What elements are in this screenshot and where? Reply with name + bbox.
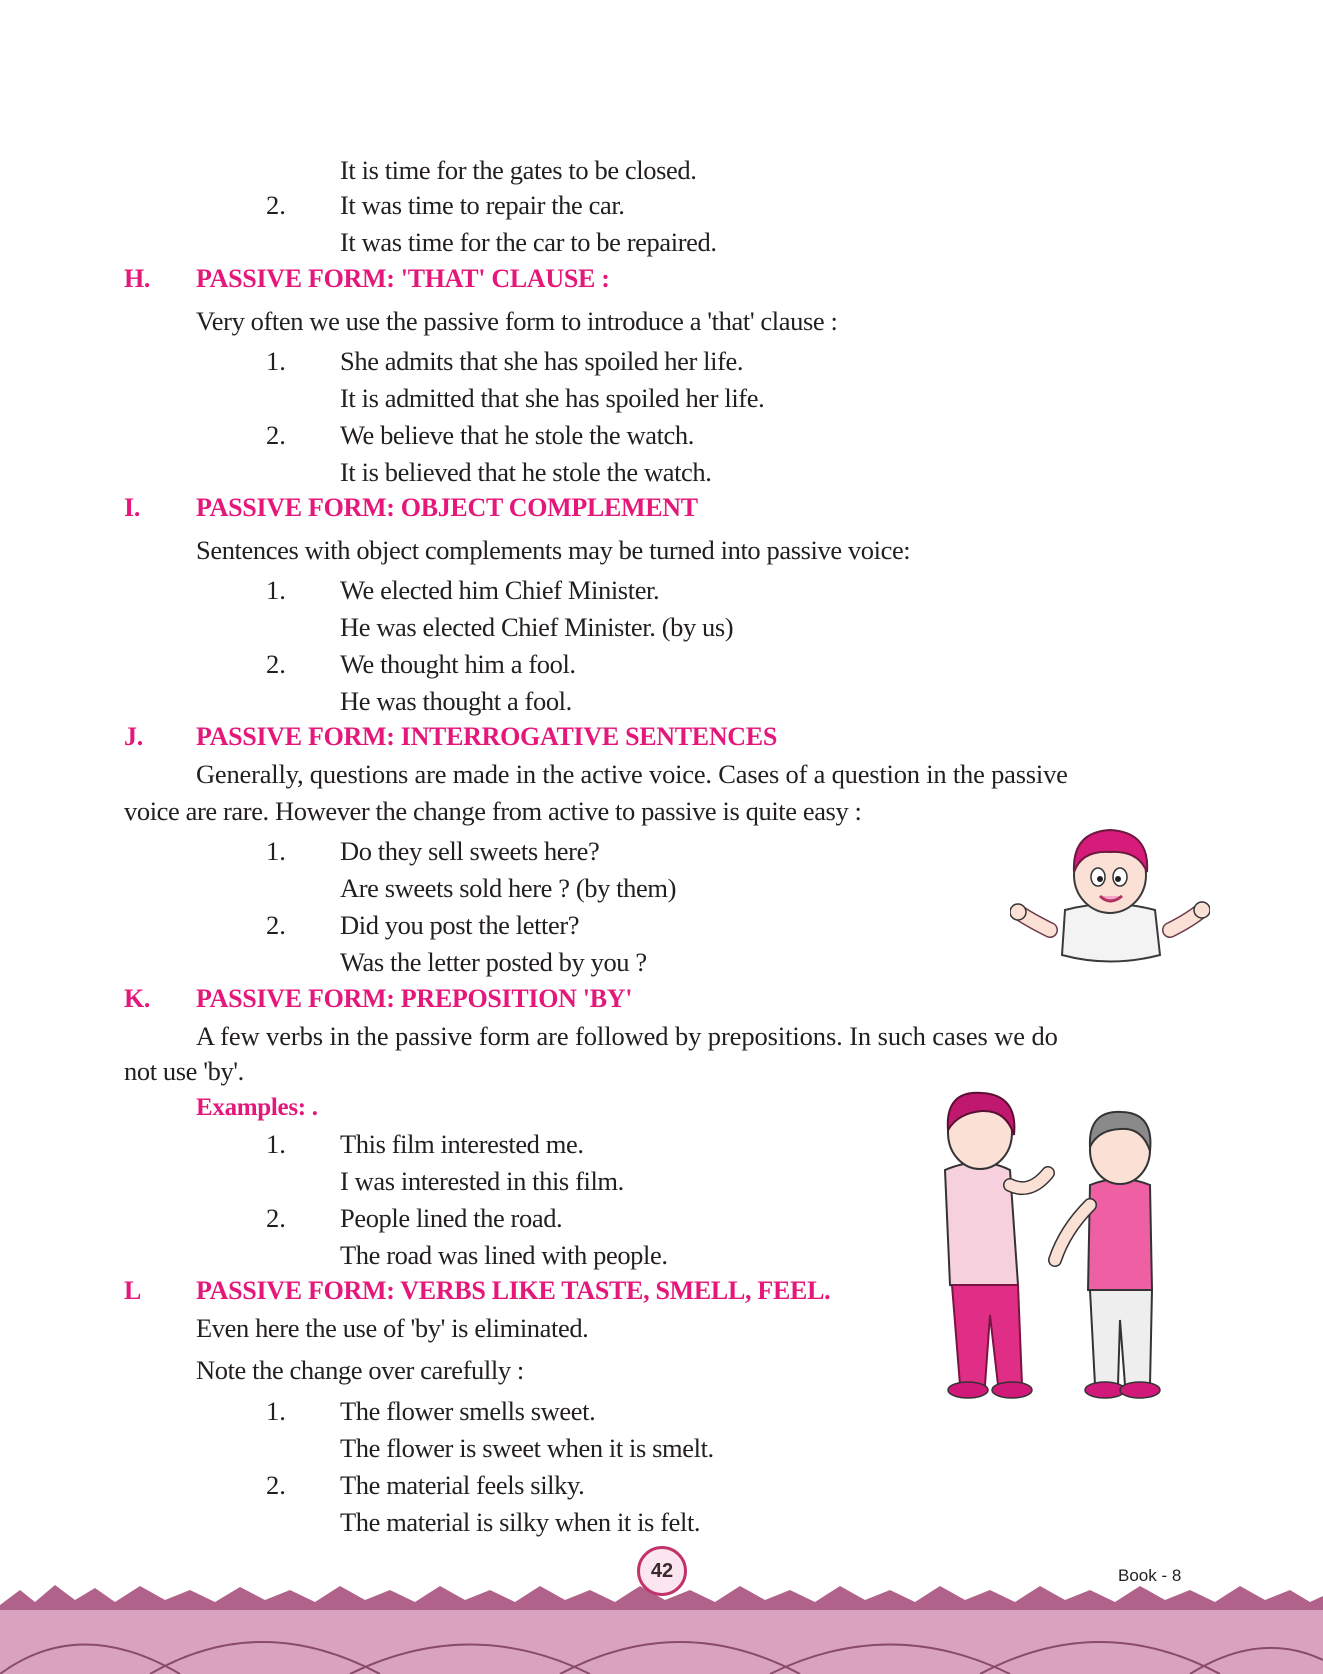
example-line: We thought him a fool.	[340, 649, 576, 679]
example-line: He was elected Chief Minister. (by us)	[340, 612, 734, 642]
example-line: It is believed that he stole the watch.	[340, 457, 712, 487]
page-number-badge: 42	[637, 1546, 687, 1596]
example-number: 2.	[266, 1470, 286, 1500]
section-intro: Generally, questions are made in the active voice. Cases of a question in the passive	[196, 759, 1068, 789]
section-letter-h: H.	[124, 264, 151, 293]
example-line: We elected him Chief Minister.	[340, 575, 660, 605]
example-line: Did you post the letter?	[340, 910, 580, 940]
section-intro: Note the change over carefully :	[196, 1355, 524, 1385]
section-letter-k: K.	[124, 984, 151, 1013]
section-letter-j: J.	[124, 722, 143, 751]
example-line: It was time to repair the car.	[340, 190, 625, 220]
example-number: 1.	[266, 575, 286, 605]
section-intro-cont: not use 'by'.	[124, 1056, 244, 1086]
section-title-l: PASSIVE FORM: VERBS LIKE TASTE, SMELL, FEEL.	[196, 1276, 831, 1305]
section-intro-cont: voice are rare. However the change from active to passive is quite easy :	[124, 796, 862, 826]
example-line: People lined the road.	[340, 1203, 563, 1233]
example-number: 1.	[266, 836, 286, 866]
example-number: 2.	[266, 190, 286, 220]
example-line: This film interested me.	[340, 1129, 584, 1159]
example-line: He was thought a fool.	[340, 686, 572, 716]
example-line: She admits that she has spoiled her life.	[340, 346, 744, 376]
example-number: 2.	[266, 420, 286, 450]
section-title-j: PASSIVE FORM: INTERROGATIVE SENTENCES	[196, 722, 777, 751]
section-intro: Even here the use of 'by' is eliminated.	[196, 1313, 589, 1343]
section-title-i: PASSIVE FORM: OBJECT COMPLEMENT	[196, 493, 698, 522]
example-number: 1.	[266, 346, 286, 376]
example-number: 1.	[266, 1129, 286, 1159]
section-intro: Sentences with object complements may be turned into passive voice:	[196, 535, 911, 565]
example-line: The flower smells sweet.	[340, 1396, 596, 1426]
section-letter-l: L	[124, 1276, 142, 1305]
section-intro: Very often we use the passive form to introduce a 'that' clause :	[196, 306, 838, 336]
example-line: It is admitted that she has spoiled her life.	[340, 383, 765, 413]
example-line: Do they sell sweets here?	[340, 836, 600, 866]
section-intro: A few verbs in the passive form are followed by prepositions. In such cases we do	[196, 1021, 1058, 1051]
section-title-h: PASSIVE FORM: 'THAT' CLAUSE :	[196, 264, 610, 293]
example-line: I was interested in this film.	[340, 1166, 624, 1196]
book-label: Book - 8	[1118, 1566, 1182, 1585]
example-line: The material is silky when it is felt.	[340, 1507, 701, 1537]
section-letter-i: I.	[124, 493, 141, 522]
example-line: Was the letter posted by you ?	[340, 947, 647, 977]
example-line: The material feels silky.	[340, 1470, 585, 1500]
section-title-k: PASSIVE FORM: PREPOSITION 'BY'	[196, 984, 633, 1013]
example-line: The flower is sweet when it is smelt.	[340, 1433, 714, 1463]
two-boys-illustration	[930, 1085, 1210, 1410]
example-line: Are sweets sold here ? (by them)	[340, 873, 676, 903]
example-number: 2.	[266, 1203, 286, 1233]
example-line: We believe that he stole the watch.	[340, 420, 694, 450]
example-line: The road was lined with people.	[340, 1240, 668, 1270]
shrugging-boy-illustration	[1010, 820, 1210, 970]
example-number: 2.	[266, 910, 286, 940]
example-line: It is time for the gates to be closed.	[340, 155, 697, 185]
example-number: 1.	[266, 1396, 286, 1426]
examples-label: Examples: .	[196, 1094, 318, 1121]
example-line: It was time for the car to be repaired.	[340, 227, 717, 257]
example-number: 2.	[266, 649, 286, 679]
